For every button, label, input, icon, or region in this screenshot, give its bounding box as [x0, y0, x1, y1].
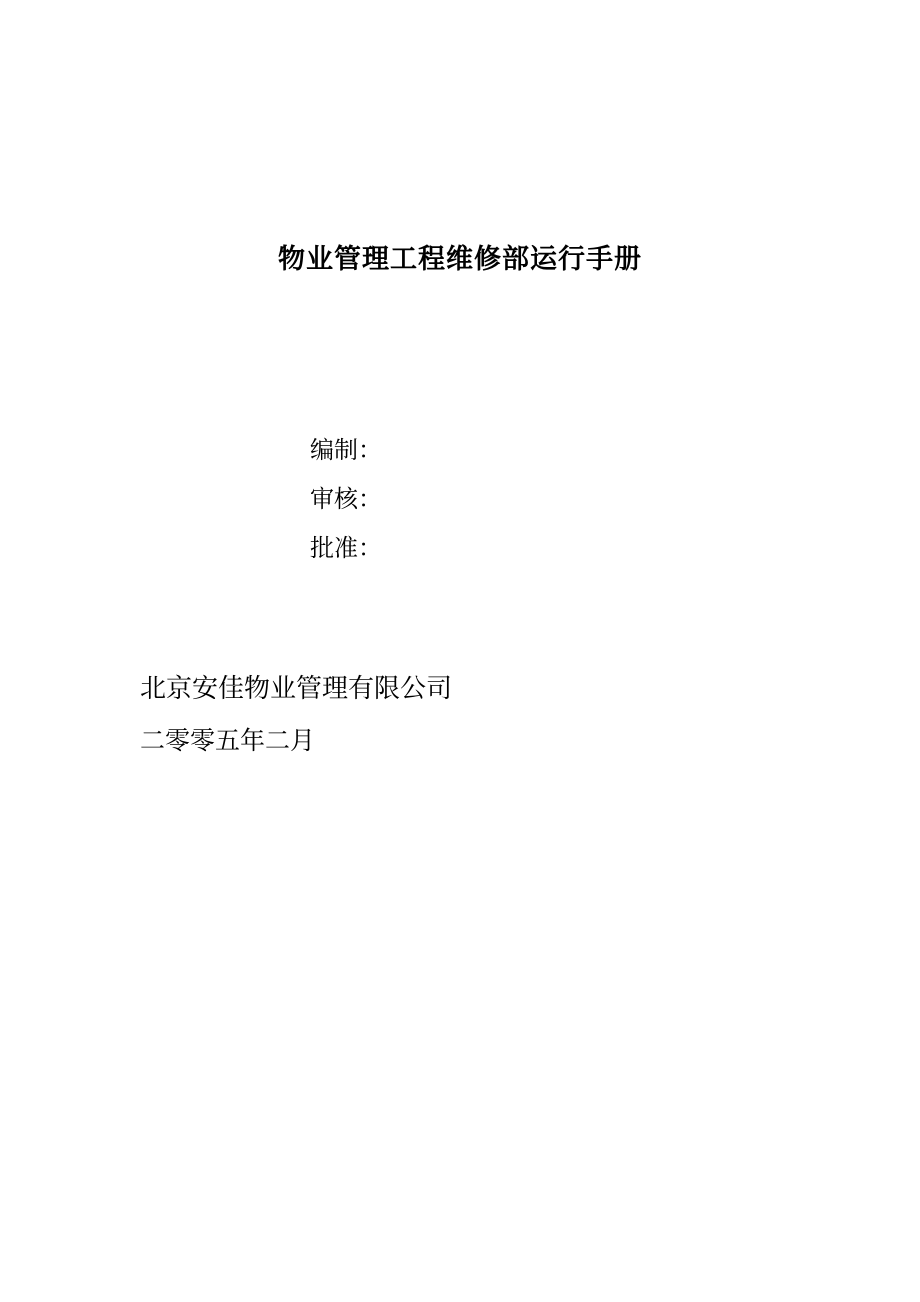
document-title: 物业管理工程维修部运行手册	[278, 244, 642, 274]
signature-label-compiler: 编制：	[310, 438, 382, 464]
signature-label-reviewer: 审核：	[310, 487, 382, 513]
document-date: 二零零五年二月	[140, 728, 316, 755]
signature-block	[310, 438, 382, 585]
signature-label-approver: 批准：	[310, 536, 382, 562]
company-name: 北京安佳物业管理有限公司	[140, 674, 453, 703]
footer-block	[140, 674, 452, 756]
